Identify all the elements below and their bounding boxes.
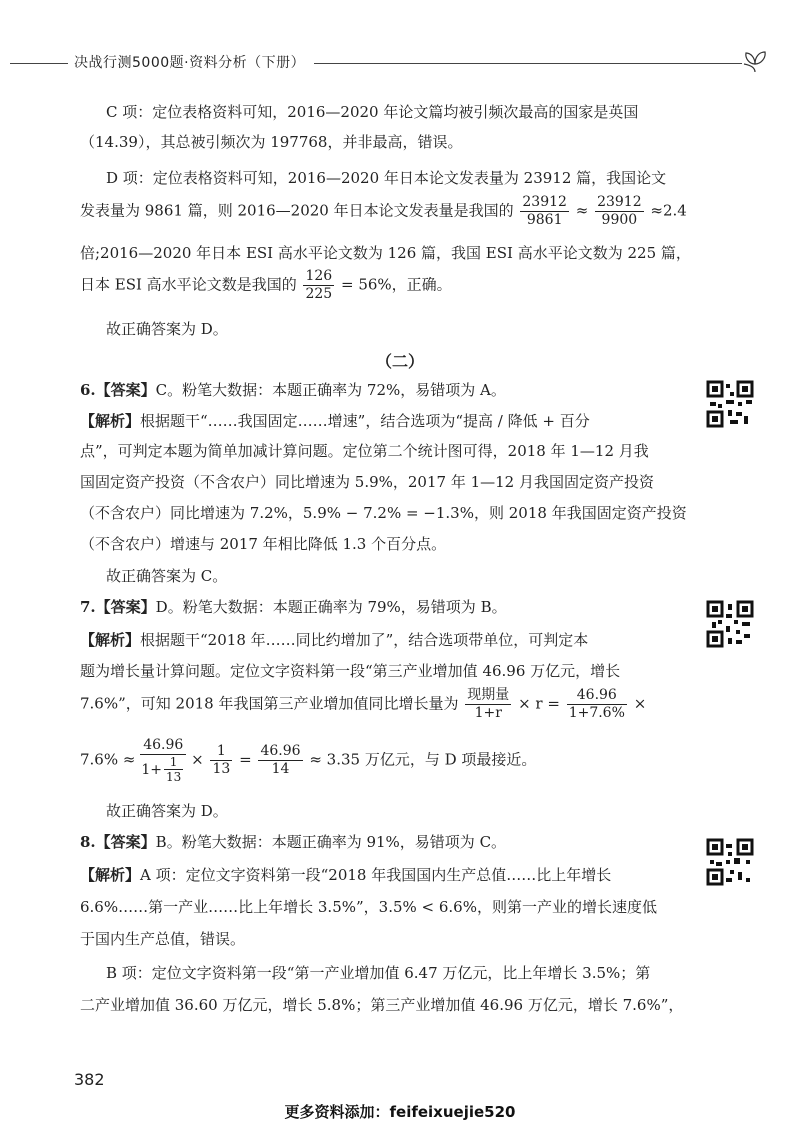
text-span: 发表量为 9861 篇，则 2016—2020 年日本论文发表量是我国的 <box>80 201 514 220</box>
fraction <box>567 687 627 722</box>
header-title: 决战行测5000题·资料分析（下册） <box>74 55 306 71</box>
paragraph-line: 6.6%……第一产业……比上年增长 3.5%”，3.5% < 6.6%，则第一产业的增长速度低 <box>80 898 657 916</box>
text-span: = 56%，正确。 <box>341 275 452 294</box>
text-span: A 项：定位文字资料第一段“2018 年我国国内生产总值……比上年增长 <box>140 866 612 884</box>
paragraph-line: 故正确答案为 D。 <box>106 802 228 820</box>
text-span: 7.6% ≈ <box>80 750 136 769</box>
text-span: 7.6%”，可知 2018 年我国第三产业增加值同比增长量为 <box>80 694 459 713</box>
paragraph-line: 倍;2016—2020 年日本 ESI 高水平论文数为 126 篇，我国 ESI 高水平论文数为 225 篇， <box>80 244 691 262</box>
text-span: C。粉笔大数据：本题正确率为 72%，易错项为 A。 <box>155 381 506 399</box>
qr-code-icon[interactable] <box>706 380 754 428</box>
approx-sign: ≈ <box>575 201 589 220</box>
text-span: B。粉笔大数据：本题正确率为 91%，易错项为 C。 <box>155 833 507 851</box>
nested-fraction <box>164 755 183 784</box>
text-span: × <box>633 694 647 713</box>
paragraph-line: 国固定资产投资（不含农户）同比增速为 5.9%，2017 年 1—12 月我国固定资产投资 <box>80 473 654 491</box>
denominator: 13 <box>165 770 182 784</box>
fraction <box>520 194 569 229</box>
text-span: ≈ 3.35 万亿元，与 D 项最接近。 <box>309 750 537 769</box>
analysis-line <box>80 630 588 650</box>
text-span: 1+ <box>141 761 162 778</box>
paragraph-line: 二产业增加值 36.60 万亿元，增长 5.8%；第三产业增加值 46.96 万亿元，增长 7.6%”， <box>80 996 684 1014</box>
formula-line <box>80 737 536 784</box>
text-span: 根据题干“……我国固定……增速”，结合选项为“提高 / 降低 + 百分 <box>140 412 590 430</box>
numerator: 23912 <box>597 194 642 210</box>
footer-note: 更多资料添加：feifeixuejie520 <box>284 1103 516 1121</box>
fraction <box>595 194 644 229</box>
answer-line <box>80 597 507 617</box>
numerator: 现期量 <box>467 687 510 703</box>
paragraph-line: 于国内生产总值，错误。 <box>80 930 246 948</box>
denominator: 14 <box>271 761 290 777</box>
leaf-icon <box>740 46 770 72</box>
analysis-tag: 【解析】 <box>80 412 141 430</box>
fraction <box>210 743 232 778</box>
fraction <box>258 743 302 778</box>
paragraph-line: 题为增长量计算问题。定位文字资料第一段“第三产业增加值 46.96 万亿元，增长 <box>80 662 621 680</box>
text-span: = <box>239 750 252 769</box>
text-span: D。粉笔大数据：本题正确率为 79%，易错项为 B。 <box>155 598 507 616</box>
text-span: 日本 ESI 高水平论文数是我国的 <box>80 275 297 294</box>
numerator: 46.96 <box>140 737 186 755</box>
numerator: 126 <box>305 268 333 284</box>
fraction <box>303 268 334 303</box>
answer-tag: 8.【答案】 <box>80 833 156 851</box>
answer-tag: 6.【答案】 <box>80 381 156 399</box>
denominator: 13 <box>212 761 231 777</box>
answer-line <box>80 832 506 852</box>
page-number: 382 <box>74 1070 105 1089</box>
denominator: 225 <box>305 286 333 302</box>
numerator: 46.96 <box>260 743 301 759</box>
paragraph-line: C 项：定位表格资料可知，2016—2020 年论文篇均被引频次最高的国家是英国 <box>106 103 639 121</box>
denominator: 9900 <box>601 212 638 228</box>
header-rule-right <box>314 63 742 64</box>
paragraph-line: 故正确答案为 C。 <box>106 567 228 585</box>
denominator <box>141 755 185 784</box>
answer-line <box>80 380 506 400</box>
section-heading: （二） <box>375 352 424 371</box>
qr-code-icon[interactable] <box>706 600 754 648</box>
formula-line <box>80 268 452 303</box>
paragraph-line: 故正确答案为 D。 <box>106 320 228 338</box>
qr-code-icon[interactable] <box>706 838 754 886</box>
text-span: × r = <box>518 694 560 713</box>
formula-line <box>80 194 687 229</box>
paragraph-line: （不含农户）增速与 2017 年相比降低 1.3 个百分点。 <box>80 535 447 553</box>
denominator: 9861 <box>526 212 563 228</box>
denominator: 1+r <box>474 705 502 721</box>
numerator: 1 <box>210 743 232 761</box>
paragraph-line: D 项：定位表格资料可知，2016—2020 年日本论文发表量为 23912 篇，我国论文 <box>106 169 667 187</box>
answer-tag: 7.【答案】 <box>80 598 156 616</box>
paragraph-line: （14.39），其总被引频次为 197768，并非最高，错误。 <box>80 133 463 151</box>
analysis-line <box>80 411 590 431</box>
numerator: 1 <box>164 755 183 770</box>
paragraph-line: B 项：定位文字资料第一段“第一产业增加值 6.47 万亿元，比上年增长 3.5%；第 <box>106 964 651 982</box>
fraction <box>140 737 186 784</box>
denominator: 1+7.6% <box>568 705 625 721</box>
text-span: × <box>191 750 204 769</box>
numerator: 23912 <box>522 194 567 210</box>
fraction <box>465 687 511 722</box>
formula-line <box>80 687 646 722</box>
paragraph-line: （不含农户）同比增速为 7.2%，5.9% − 7.2% = −1.3%，则 2018 年我国固定资产投资 <box>80 504 687 522</box>
paragraph-line: 点”，可判定本题为简单加减计算问题。定位第二个统计图可得，2018 年 1—12 月我 <box>80 442 649 460</box>
analysis-line <box>80 865 611 885</box>
text-span: ≈2.4 <box>650 201 687 220</box>
text-span: 根据题干“2018 年……同比约增加了”，结合选项带单位，可判定本 <box>140 631 589 649</box>
analysis-tag: 【解析】 <box>80 866 141 884</box>
numerator: 46.96 <box>567 687 627 705</box>
analysis-tag: 【解析】 <box>80 631 141 649</box>
page-header <box>0 44 800 74</box>
header-rule-left <box>10 63 68 64</box>
